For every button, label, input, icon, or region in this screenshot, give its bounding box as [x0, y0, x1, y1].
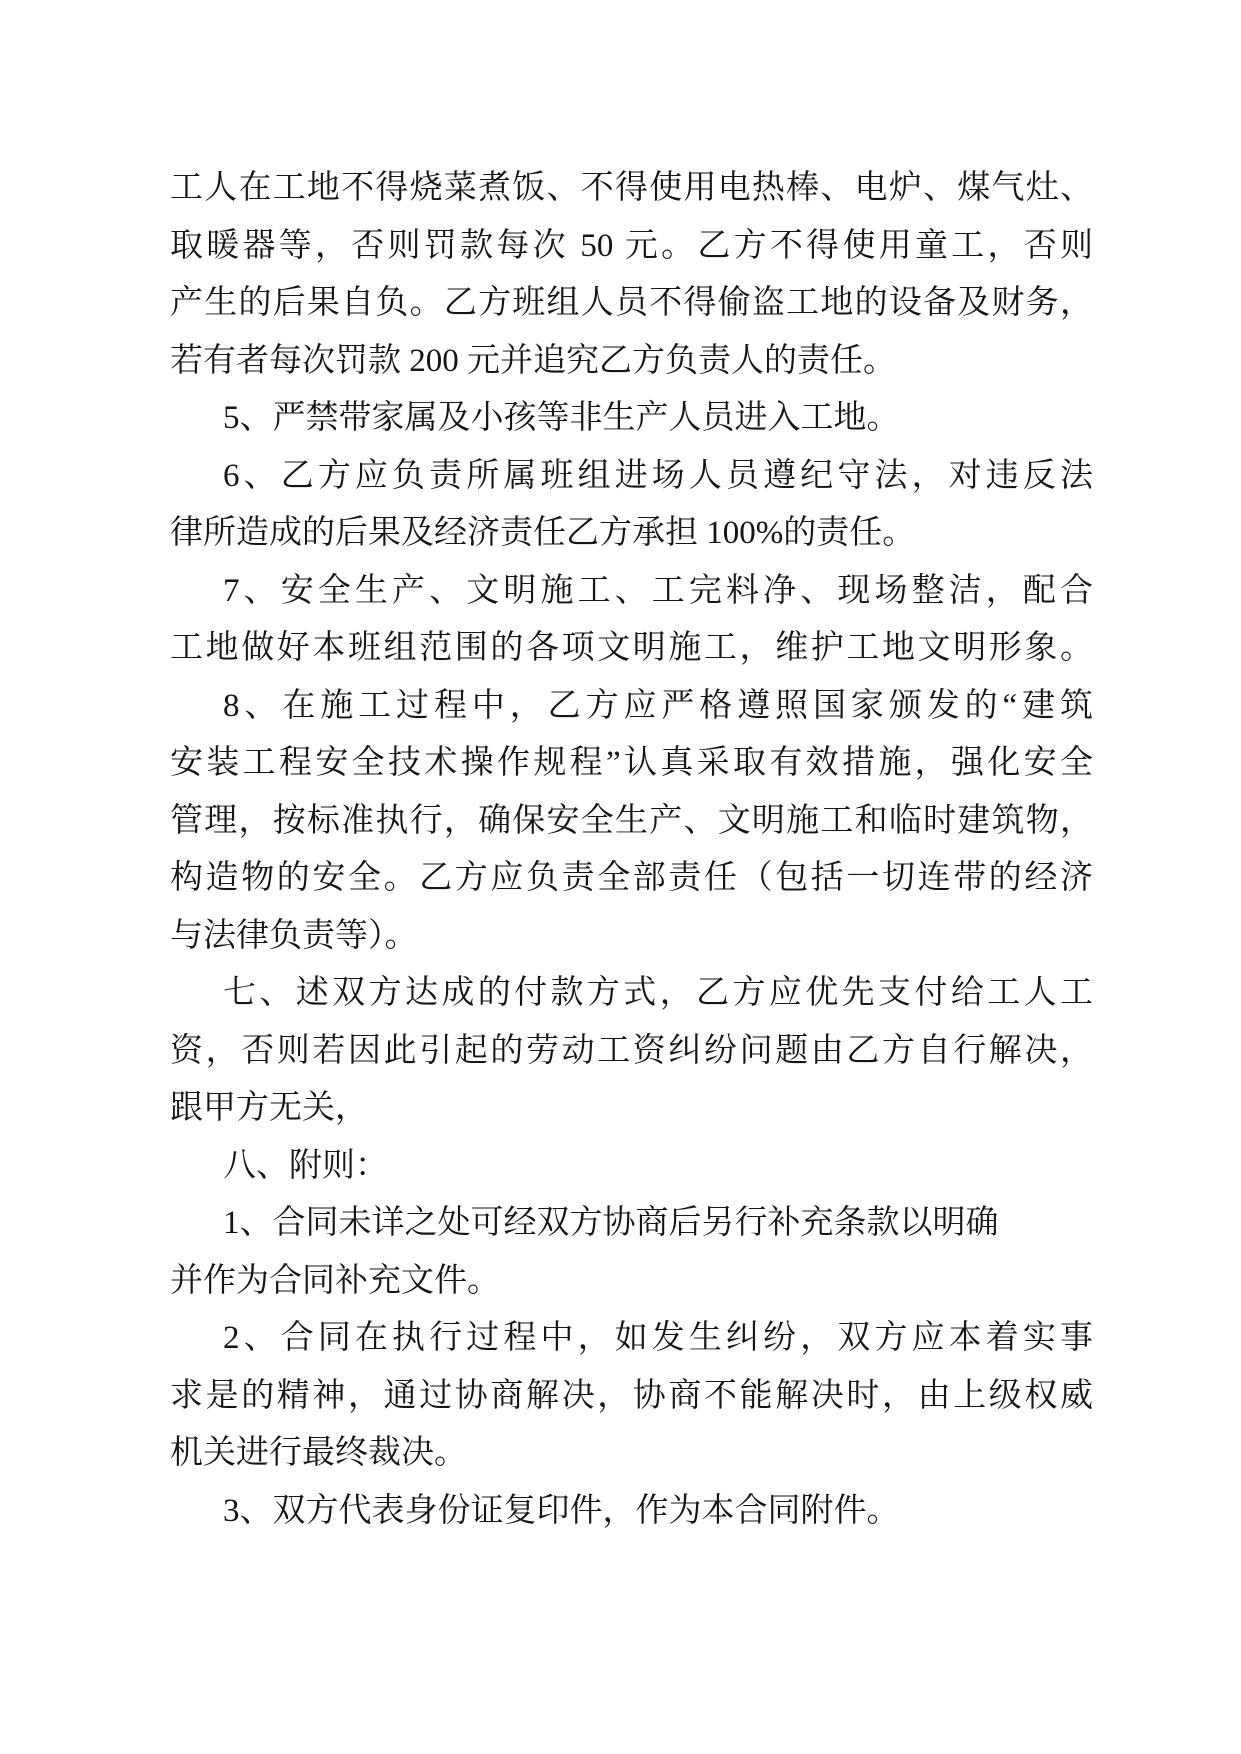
text-line: 工地做好本班组范围的各项文明施工，维护工地文明形象。	[170, 630, 1093, 666]
text-line: 律所造成的后果及经济责任乙方承担 100%的责任。	[170, 515, 916, 551]
text-line: 工人在工地不得烧菜煮饭、不得使用电热棒、电炉、煤气灶、	[170, 170, 1093, 206]
text-line: 5、严禁带家属及小孩等非生产人员进入工地。	[223, 400, 900, 436]
text-line: 与法律负责等）。	[170, 917, 418, 954]
text-line: 若有者每次罚款 200 元并追究乙方负责人的责任。	[170, 342, 896, 379]
text-line: 构造物的安全。乙方应负责全部责任（包括一切连带的经济	[170, 860, 1093, 896]
text-line: 8、在施工过程中，乙方应严格遵照国家颁发的“建筑	[223, 687, 1093, 724]
text-line: 并作为合同补充文件。	[170, 1262, 500, 1299]
text-line: 机关进行最终裁决。	[170, 1435, 467, 1471]
text-line: 7、安全生产、文明施工、工完料净、现场整洁，配合	[223, 572, 1093, 609]
text-line: 3、双方代表身份证复印件，作为本合同附件。	[223, 1492, 900, 1529]
text-line: 1、合同未详之处可经双方协商后另行补充条款以明确	[223, 1205, 999, 1241]
text-line: 跟甲方无关，	[170, 1090, 368, 1126]
text-line: 产生的后果自负。乙方班组人员不得偷盗工地的设备及财务，	[170, 285, 1093, 321]
text-line: 安装工程安全技术操作规程”认真采取有效措施，强化安全	[170, 745, 1093, 781]
text-line: 2、合同在执行过程中，如发生纠纷，双方应本着实事	[223, 1320, 1093, 1356]
text-line: 资，否则若因此引起的劳动工资纠纷问题由乙方自行解决，	[170, 1032, 1093, 1069]
text-line: 管理，按标准执行，确保安全生产、文明施工和临时建筑物，	[170, 802, 1093, 839]
text-line: 6、乙方应负责所属班组进场人员遵纪守法，对违反法	[223, 457, 1093, 494]
contract-text-block	[170, 160, 1093, 1540]
text-line: 八、附则：	[223, 1147, 388, 1184]
text-line: 七、述双方达成的付款方式，乙方应优先支付给工人工	[223, 975, 1093, 1011]
text-line: 取暖器等，否则罚款每次 50 元。乙方不得使用童工，否则	[170, 227, 1093, 264]
text-line: 求是的精神，通过协商解决，协商不能解决时，由上级权威	[170, 1377, 1093, 1414]
